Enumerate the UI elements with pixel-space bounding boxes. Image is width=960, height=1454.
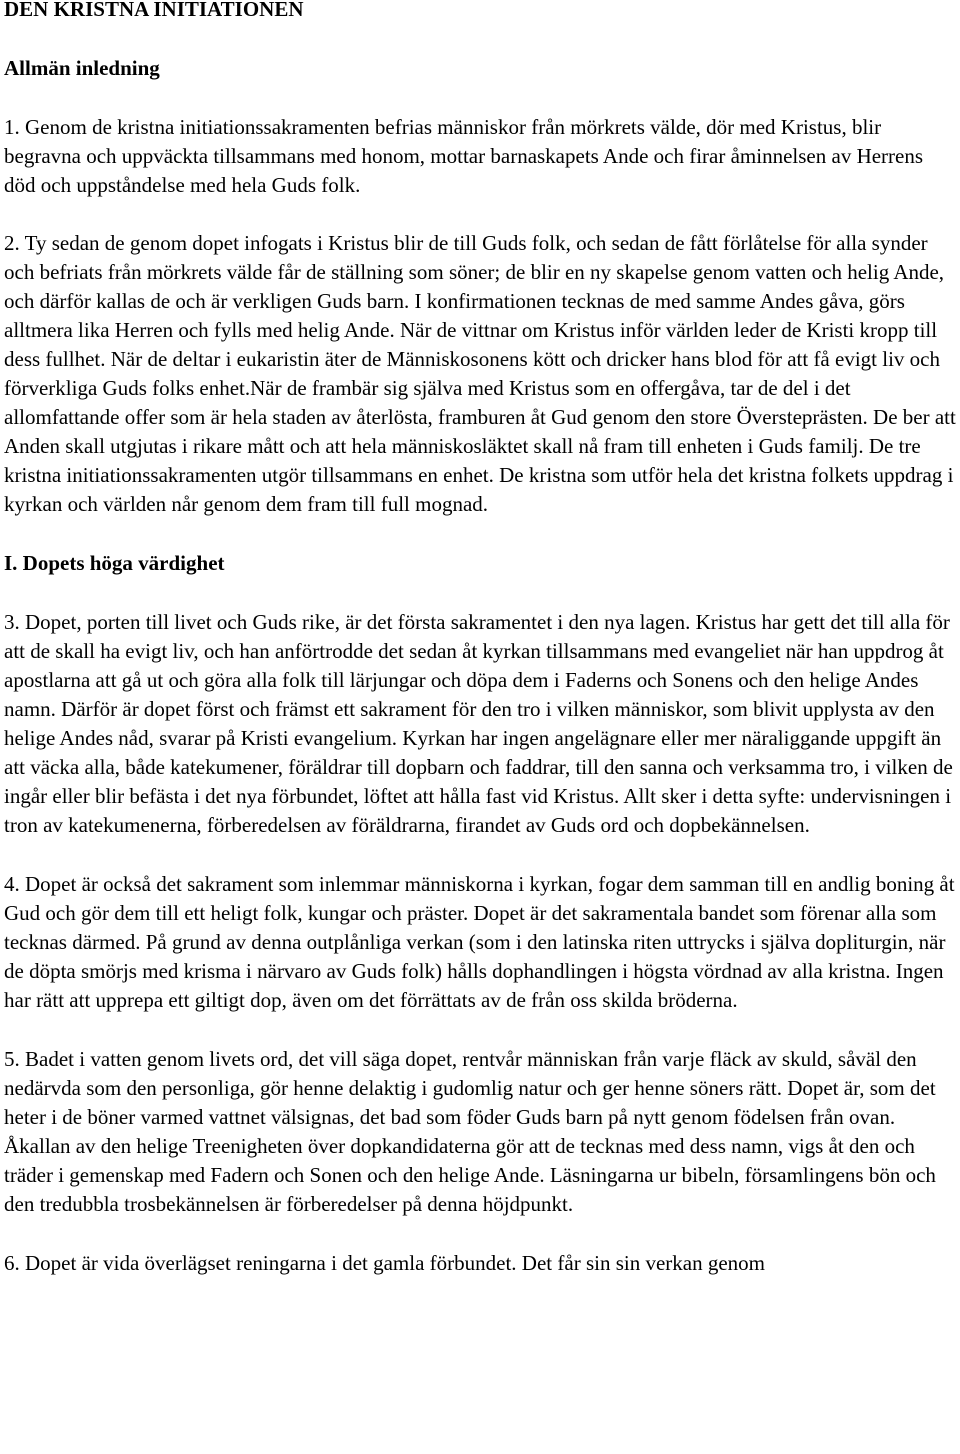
paragraph-4: 4. Dopet är också det sakrament som inlemmar människorna i kyrkan, fogar dem samman till en andlig boning åt Gud och gör dem till ett heligt folk, kungar och präster. Dopet är det sakramentala bandet som förenar alla som tecknas därmed. På grund av denna outplånliga verkan (som i den latinska riten uttrycks i själva dopliturgin, när de döpta smörjs med krisma i närvaro av Guds folk) hålls dophandlingen i högsta vördnad av alla kristna. Ingen har rätt att upprepa ett giltigt dop, även om det förrättats av de från oss skilda bröderna. xyxy=(4,872,955,1012)
paragraph-2: 2. Ty sedan de genom dopet infogats i Kristus blir de till Guds folk, och sedan de fått förlåtelse för alla synder och befriats från mörkrets välde får de ställning som söner; de blir en ny skapelse genom vatten och helig Ande, och därför kallas de och är verkligen Guds barn. I konfirmationen tecknas de med samme Andes gåva, görs alltmera lika Herren och fylls med helig Ande. När de vittnar om Kristus inför världen leder de Kristi kropp till dess fullhet. När de deltar i eukaristin äter de Människosonens kött och dricker hans blod för att få evigt liv och förverkliga Guds folks enhet.När de frambär sig själva med Kristus som en offergåva, tar de del i det allomfattande offer som är hela staden av återlösta, framburen åt Gud genom den store Översteprästen. De ber att Anden skall utgjutas i rikare mått och att hela människosläktet skall nå fram till enheten i Guds familj. De tre kristna initiationssakramenten utgör tillsammans en enhet. De kristna som utför hela det kristna folkets uppdrag i kyrkan och världen når genom dem fram till full mognad. xyxy=(4,231,956,516)
intro-heading: Allmän inledning xyxy=(4,56,160,80)
paragraph-6: 6. Dopet är vida överlägset reningarna i det gamla förbundet. Det får sin sin verkan genom xyxy=(4,1251,765,1275)
document-title: DEN KRISTNA INITIATIONEN xyxy=(4,0,304,21)
paragraph-1: 1. Genom de kristna initiationssakramenten befrias människor från mörkrets välde, dör med Kristus, blir begravna och uppväckta tillsammans med honom, mottar barnaskapets Ande och firar åminnelsen av Herrens död och uppståndelse med hela Guds folk. xyxy=(4,115,924,197)
paragraph-5: 5. Badet i vatten genom livets ord, det vill säga dopet, rentvår människan från varje fläck av skuld, såväl den nedärvda som den personliga, gör henne delaktig i gudomlig natur och ger henne söners rätt. Dopet är, som det heter i de böner varmed vattnet välsignas, det bad som föder Guds barn på nytt genom födelsen från ovan. Åkallan av den helige Treenigheten över dopkandidaterna gör att de tecknas med dess namn, vigs åt den och träder i gemenskap med Fadern och Sonen och den helige Ande. Läsningarna ur bibeln, församlingens bön och den tredubbla trosbekännelsen är förberedelser på denna höjdpunkt. xyxy=(4,1047,936,1216)
document-page xyxy=(4,0,958,1308)
paragraph-3: 3. Dopet, porten till livet och Guds rike, är det första sakramentet i den nya lagen. Kristus har gett det till alla för att de skall ha evigt liv, och han anförtrodde det sedan åt kyrkan tillsammans med evangeliet när han uppdrog åt apostlarna att gå ut och göra alla folk till lärjungar och döpa dem i Faderns och Sonens och den helige Andes namn. Därför är dopet först och främst ett sakrament för den tro i vilken människor, som blivit upplysta av den helige Andes nåd, svarar på Kristi evangelium. Kyrkan har ingen angelägnare eller mer näraliggande uppgift än att väcka alla, både katekumener, föräldrar till dopbarn och faddrar, till den sanna och verksamma tro, i vilken de ingår eller blir befästa i det nya förbundet, löftet att hålla fast vid Kristus. Allt sker i detta syfte: undervisningen i tron av katekumenerna, förberedelsen av föräldrarna, firandet av Guds ord och dopbekännelsen. xyxy=(4,610,953,837)
section-heading-dopets-hoga-vardighet: I. Dopets höga värdighet xyxy=(4,551,225,575)
